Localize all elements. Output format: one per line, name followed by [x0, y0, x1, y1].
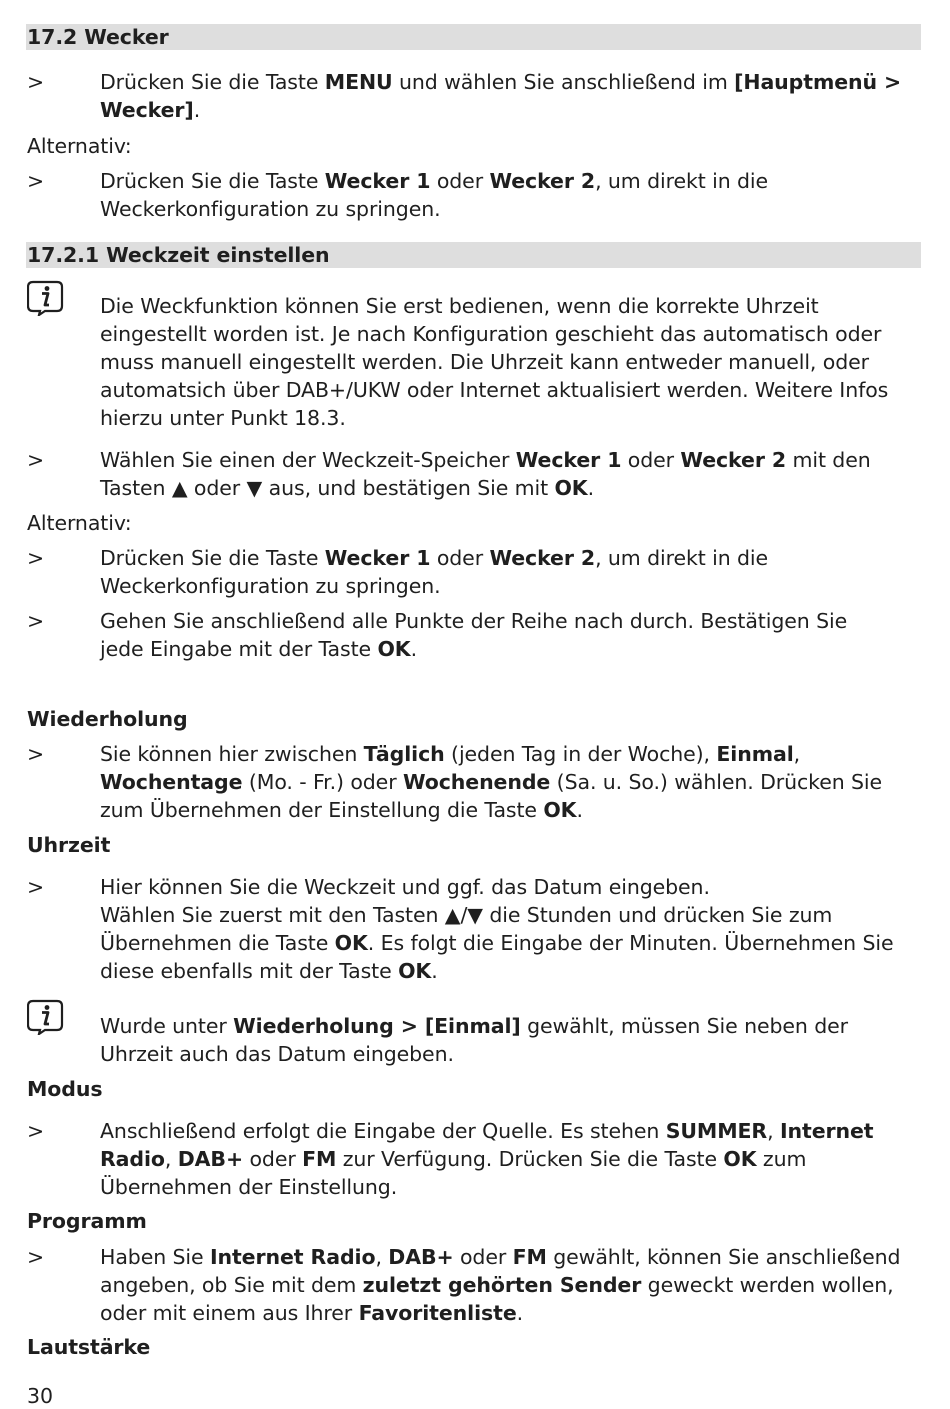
page-number: 30 — [27, 1384, 53, 1408]
info-text: Die Weckfunktion können Sie erst bedienen, wenn die korrekte Uhrzeit eingestellt worden ist. Je nach Konfiguration geschieht das automatisch oder muss manuell eingestellt werden. Die Uhrzeit kann entweder manuell, oder automatsich über DAB+/UKW oder Internet aktualisiert werden. Weitere Infos hierzu unter Punkt 18.3. — [100, 294, 889, 430]
bullet-marker: > — [27, 1245, 45, 1269]
item-text: Gehen Sie anschließend alle Punkte der Reihe nach durch. Bestätigen Sie jede Eingabe mit der Taste OK. — [100, 609, 848, 661]
up-arrow-icon: ▲ — [171, 476, 188, 500]
info-icon — [27, 280, 65, 316]
bullet-marker: > — [27, 448, 45, 472]
item-text: Anschließend erfolgt die Eingabe der Quelle. Es stehen SUMMER, Internet Radio, DAB+ oder FM zur Verfügung. Drücken Sie die Taste OK zum Übernehmen der Einstellung. — [100, 1119, 874, 1199]
bullet-marker: > — [27, 70, 45, 94]
item-text: Wählen Sie einen der Weckzeit-Speicher Wecker 1 oder Wecker 2 mit den Tasten ▲ oder ▼ aus, und bestätigen Sie mit OK. — [100, 448, 871, 500]
bullet-marker: > — [27, 169, 45, 193]
bullet-marker: > — [27, 742, 45, 766]
section-heading-wecker: 17.2 Wecker — [26, 24, 921, 50]
bullet-marker: > — [27, 546, 45, 570]
item-text: Drücken Sie die Taste Wecker 1 oder Wecker 2, um direkt in die Weckerkonfiguration zu springen. — [100, 546, 769, 598]
subheading-modus: Modus — [27, 1077, 103, 1101]
item-text: Drücken Sie die Taste Wecker 1 oder Wecker 2, um direkt in die Weckerkonfiguration zu springen. — [100, 169, 769, 221]
up-down-arrows-icon: ▲/▼ — [444, 903, 483, 927]
alternative-label: Alternativ: — [27, 511, 132, 535]
section-heading-weckzeit: 17.2.1 Weckzeit einstellen — [26, 242, 921, 268]
info-text: Wurde unter Wiederholung > [Einmal] gewählt, müssen Sie neben der Uhrzeit auch das Datum eingeben. — [100, 1014, 848, 1066]
down-arrow-icon: ▼ — [246, 476, 263, 500]
item-text: Hier können Sie die Weckzeit und ggf. das Datum eingeben. Wählen Sie zuerst mit den Tasten ▲/▼ die Stunden und drücken Sie zum Übernehmen die Taste OK. Es folgt die Eingabe der Minuten. Übernehmen Sie diese ebenfalls mit der Taste OK. — [100, 875, 894, 983]
subheading-uhrzeit: Uhrzeit — [27, 833, 111, 857]
item-text: Haben Sie Internet Radio, DAB+ oder FM gewählt, können Sie anschließend angeben, ob Sie mit dem zuletzt gehörten Sender geweckt werden wollen, oder mit einem aus Ihrer Favoritenliste. — [100, 1245, 901, 1325]
subheading-programm: Programm — [27, 1209, 147, 1233]
item-text: Sie können hier zwischen Täglich (jeden Tag in der Woche), Einmal, Wochentage (Mo. - Fr.) oder Wochenende (Sa. u. So.) wählen. Drücken Sie zum Übernehmen der Einstellung die Taste OK. — [100, 742, 883, 822]
bullet-marker: > — [27, 609, 45, 633]
item-text: Drücken Sie die Taste MENU und wählen Sie anschließend im [Hauptmenü > Wecker]. — [100, 70, 902, 122]
info-icon — [27, 999, 65, 1035]
bullet-marker: > — [27, 875, 45, 899]
subheading-lautstaerke: Lautstärke — [27, 1335, 151, 1359]
alternative-label: Alternativ: — [27, 134, 132, 158]
bullet-marker: > — [27, 1119, 45, 1143]
subheading-wiederholung: Wiederholung — [27, 707, 188, 731]
